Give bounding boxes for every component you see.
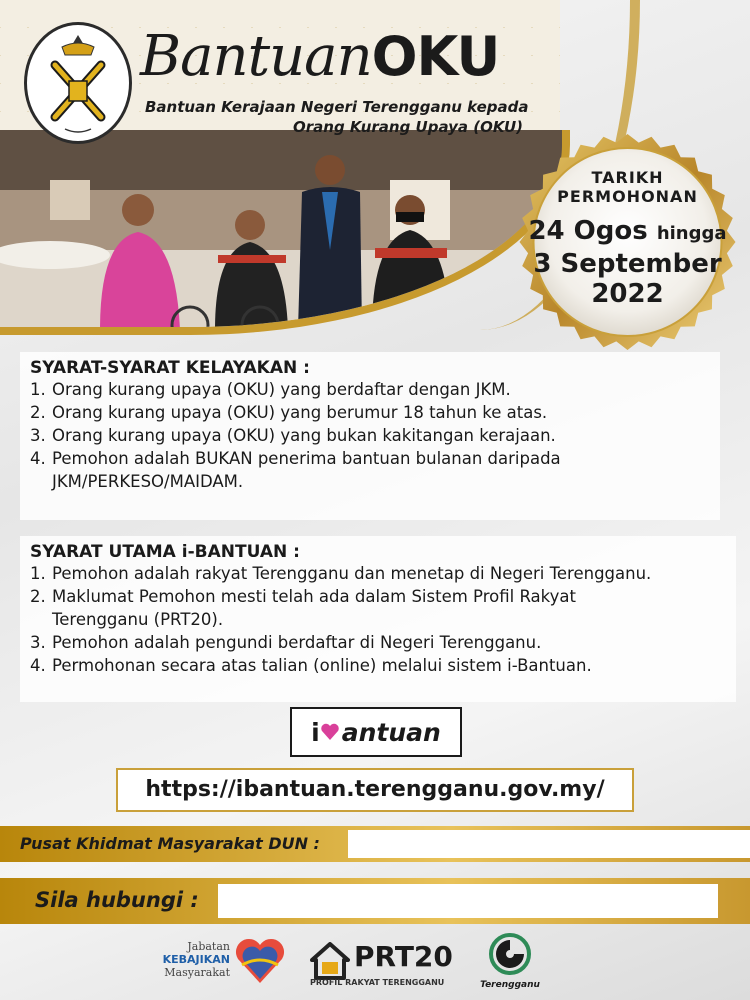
badge-date-start bbox=[515, 216, 740, 249]
pusat-khidmat-label: Pusat Khidmat Masyarakat DUN : bbox=[20, 834, 320, 853]
house-icon bbox=[310, 942, 350, 980]
eligibility-heading: SYARAT-SYARAT KELAYAKAN : bbox=[30, 358, 310, 378]
poster-title bbox=[140, 24, 499, 89]
badge-label-2: PERMOHONAN bbox=[557, 187, 698, 206]
jkm-line-2: KEBAJIKAN bbox=[162, 953, 230, 966]
date-start: 24 Ogos bbox=[528, 216, 648, 246]
terengganu-logo-text: Terengganu bbox=[480, 980, 540, 990]
list-item: 1. Orang kurang upaya (OKU) yang berdaftar dengan JKM. bbox=[30, 380, 511, 399]
jkm-heart-icon bbox=[234, 935, 286, 987]
list-item: 2. Orang kurang upaya (OKU) yang berumur 18 tahun ke atas. bbox=[30, 403, 548, 422]
list-item: 4. Permohonan secara atas talian (online) melalui sistem i-Bantuan. bbox=[30, 656, 592, 675]
ibantuan-heading: SYARAT UTAMA i-BANTUAN : bbox=[30, 542, 300, 562]
eligibility-list bbox=[30, 378, 710, 493]
jkm-logo-text bbox=[150, 940, 230, 979]
crest-icon bbox=[27, 25, 129, 141]
jkm-line-3: Masyarakat bbox=[164, 966, 230, 979]
badge-label-1: TARIKH bbox=[591, 168, 664, 187]
ibantuan-requirements-panel bbox=[20, 536, 736, 702]
list-item: 4. Pemohon adalah BUKAN penerima bantuan bulanan daripada JKM/PERKESO/MAIDAM. bbox=[30, 449, 561, 491]
pusat-khidmat-field bbox=[348, 830, 750, 858]
badge-date-end: 3 September bbox=[533, 249, 722, 279]
ibantuan-logo: i antuan bbox=[290, 707, 462, 757]
ibantuan-url-link[interactable]: https://ibantuan.terengganu.gov.my/ bbox=[116, 768, 634, 812]
subtitle-line-1: Bantuan Kerajaan Negeri Terengganu kepada bbox=[145, 98, 529, 116]
date-badge-text bbox=[515, 168, 740, 309]
terengganu-logo bbox=[475, 932, 545, 994]
list-item: 3. Orang kurang upaya (OKU) yang bukan kakitangan kerajaan. bbox=[30, 426, 556, 445]
ibantuan-list bbox=[30, 562, 726, 677]
prt20-logo bbox=[310, 940, 462, 990]
sila-hubungi-field bbox=[218, 884, 718, 918]
list-item: 3. Pemohon adalah pengundi berdaftar di Negeri Terengganu. bbox=[30, 633, 542, 652]
date-between: hingga bbox=[656, 223, 727, 244]
heart-icon bbox=[320, 722, 340, 742]
terengganu-crest-logo bbox=[24, 22, 132, 144]
title-bold: OKU bbox=[371, 25, 500, 88]
eligibility-panel bbox=[20, 352, 720, 520]
badge-year: 2022 bbox=[591, 279, 664, 309]
sila-hubungi-label: Sila hubungi : bbox=[35, 888, 199, 912]
subtitle-line-2: Orang Kurang Upaya (OKU) bbox=[293, 118, 523, 136]
prt20-subtitle: PROFIL RAKYAT TERENGGANU bbox=[310, 978, 445, 987]
prt20-title: PRT20 bbox=[354, 940, 453, 973]
list-item: 1. Pemohon adalah rakyat Terengganu dan menetap di Negeri Terengganu. bbox=[30, 564, 652, 583]
list-item: 2. Maklumat Pemohon mesti telah ada dalam Sistem Profil Rakyat Terengganu (PRT20). bbox=[30, 587, 576, 629]
poster-subtitle bbox=[145, 97, 545, 137]
terengganu-emblem-icon bbox=[488, 932, 532, 976]
title-script: Bantuan bbox=[140, 24, 372, 89]
ibantuan-logo-text: antuan bbox=[341, 717, 441, 747]
jkm-line-1: Jabatan bbox=[187, 940, 230, 953]
